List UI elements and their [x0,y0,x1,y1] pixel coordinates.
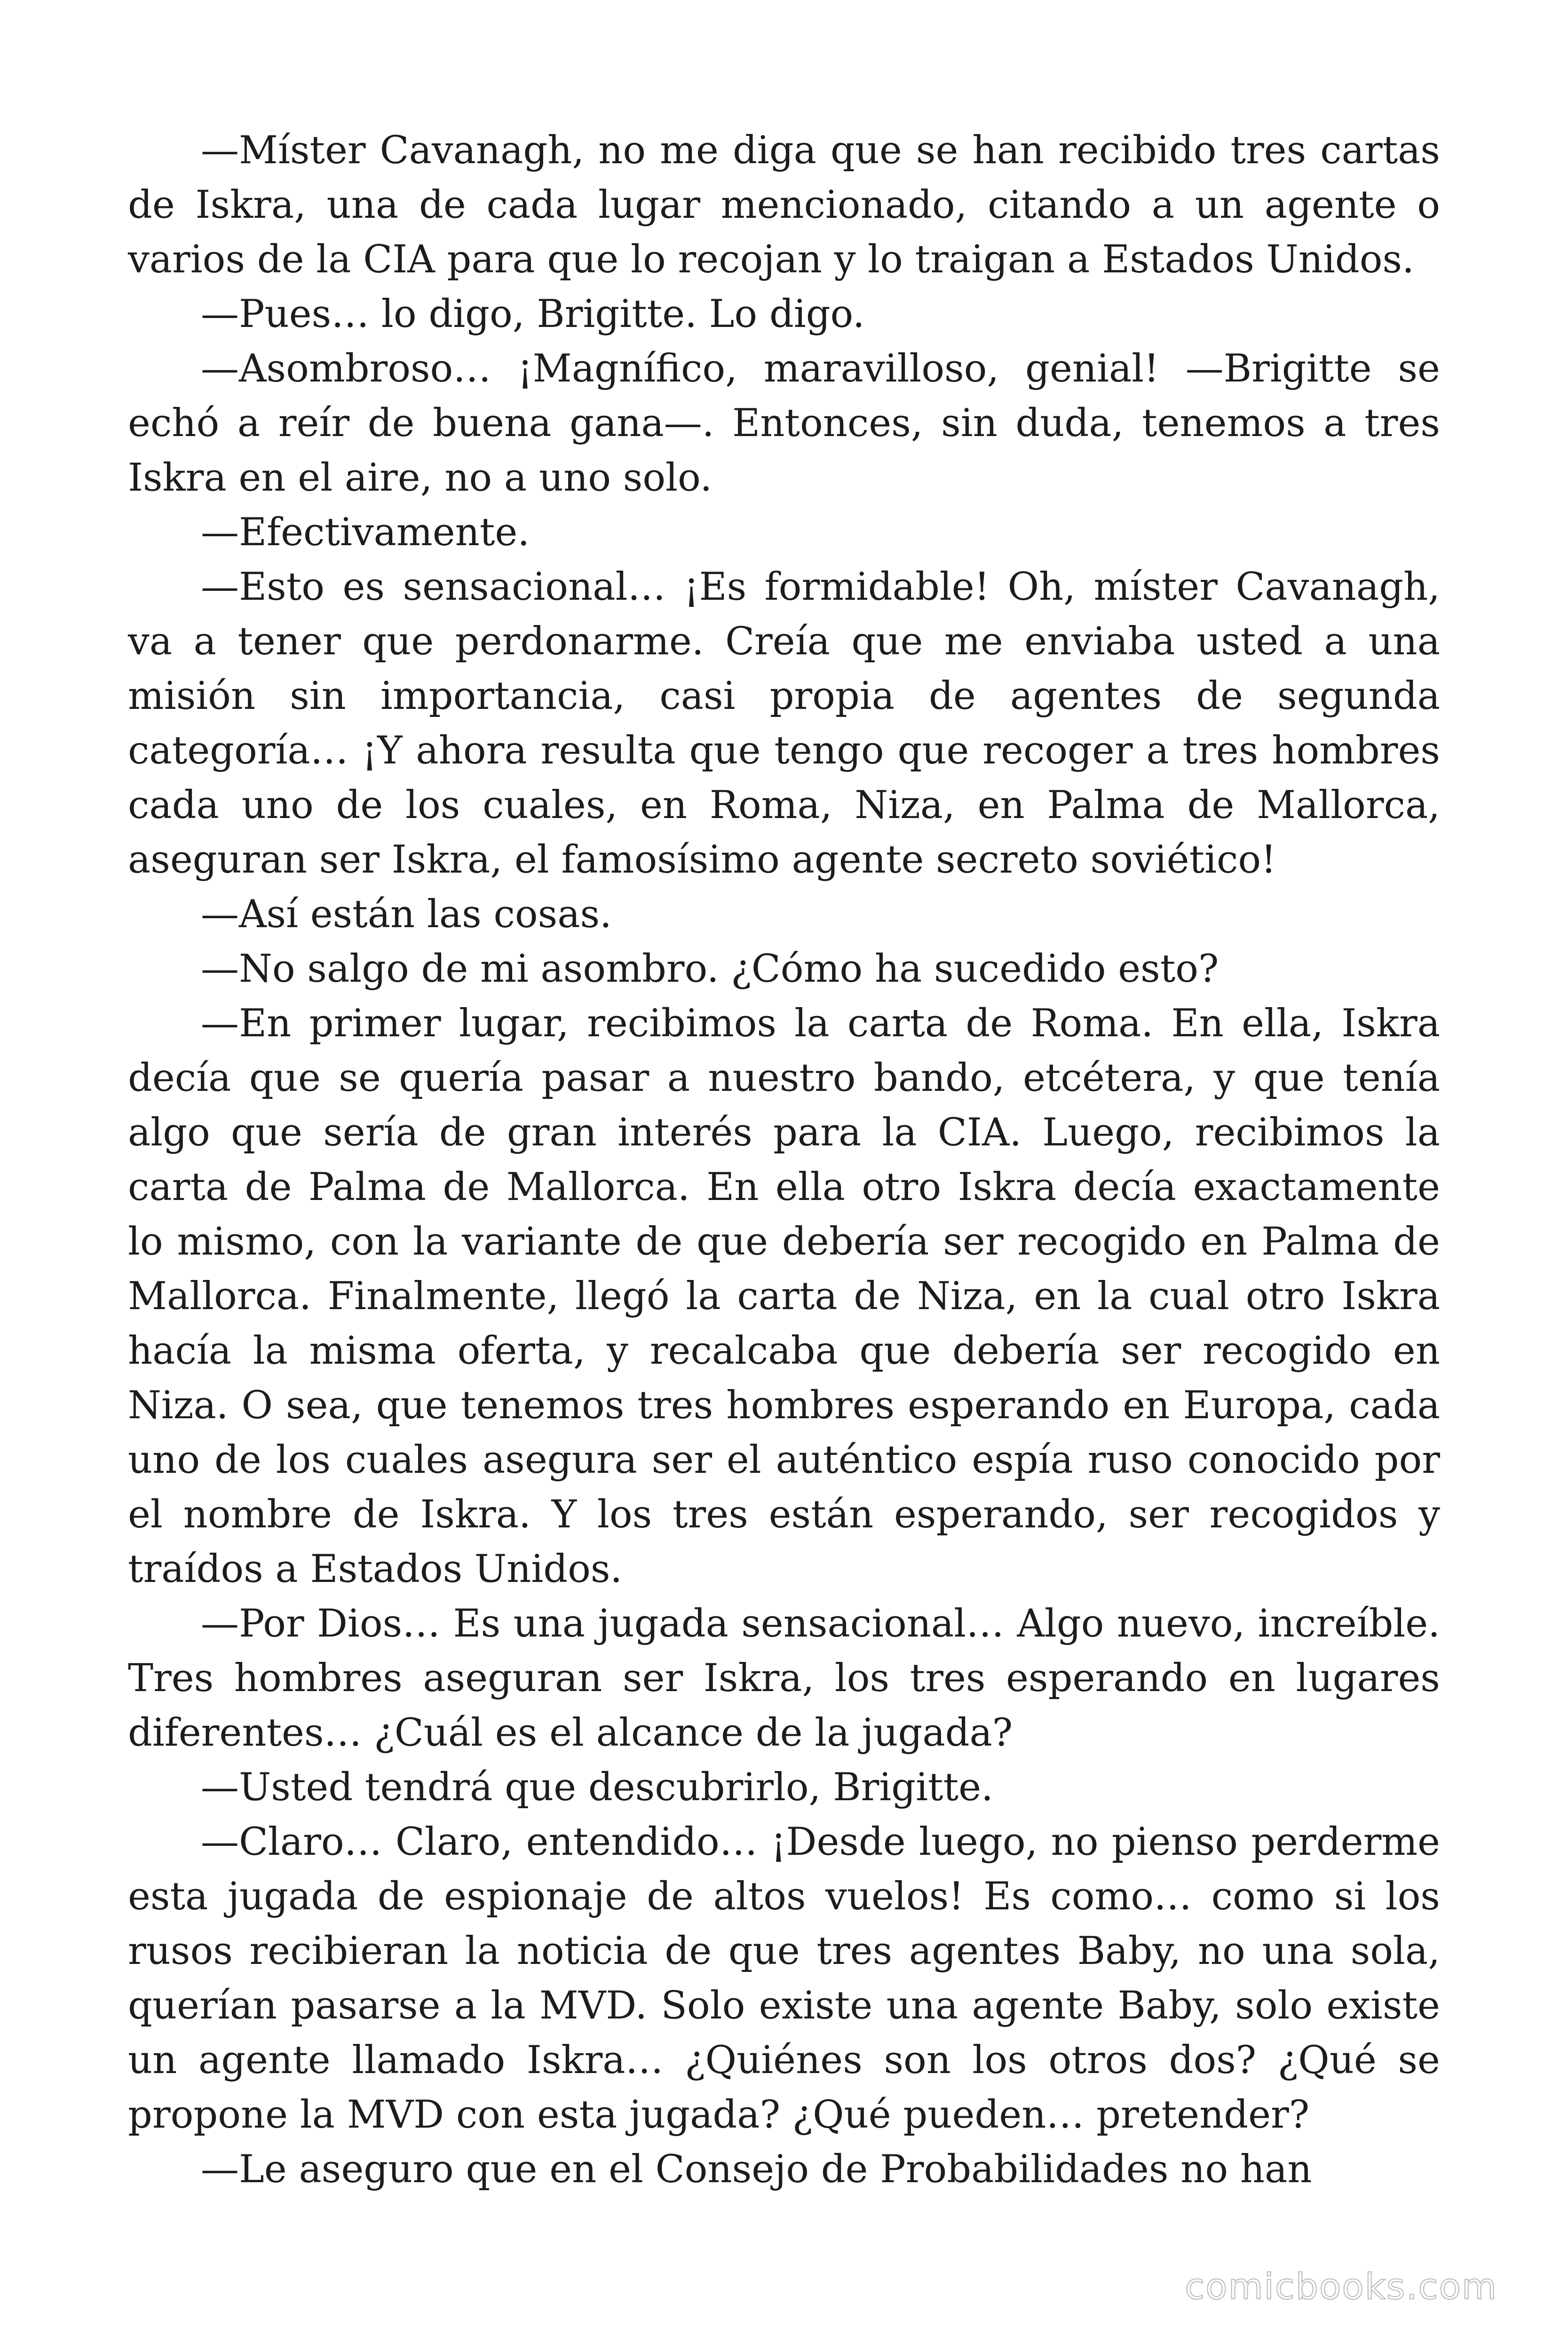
paragraph: —Así están las cosas. [201,892,612,937]
paragraph: —Esto es sensacional… ¡Es formidable! Oh, míster Cavanagh, va a tener que perdonarme. Creía que me enviaba usted a una misión sin importancia, casi propia de agentes de segunda categoría… ¡Y ahora resulta que tengo que recoger a tres hombres cada uno de los cuales, en Roma, Niza, en Palma de Mallorca, aseguran ser Iskra, el famosísimo agente secreto soviético! [128,565,1440,882]
watermark: comicbooks.com [1185,2265,1497,2307]
paragraph: —Míster Cavanagh, no me diga que se han recibido tres cartas de Iskra, una de cada lugar mencionado, citando a un agente o varios de la CIA para que lo recojan y lo traigan a Estados Unidos. [128,128,1440,282]
paragraph: —Claro… Claro, entendido… ¡Desde luego, no pienso perderme esta jugada de espionaje de altos vuelos! Es como… como si los rusos recibieran la noticia de que tres agentes Baby, no una sola, querían pasarse a la MVD. Solo existe una agente Baby, solo existe un agente llamado Iskra… ¿Quiénes son los otros dos? ¿Qué se propone la MVD con esta jugada? ¿Qué pueden… pretender? [128,1820,1440,2137]
paragraph: —En primer lugar, recibimos la carta de Roma. En ella, Iskra decía que se quería pasar a nuestro bando, etcétera, y que tenía algo que sería de gran interés para la CIA. Luego, recibimos la carta de Palma de Mallorca. En ella otro Iskra decía exactamente lo mismo, con la variante de que debería ser recogido en Palma de Mallorca. Finalmente, llegó la carta de Niza, en la cual otro Iskra hacía la misma oferta, y recalcaba que debería ser recogido en Niza. O sea, que tenemos tres hombres esperando en Europa, cada uno de los cuales asegura ser el auténtico espía ruso conocido por el nombre de Iskra. Y los tres están esperando, ser recogidos y traídos a Estados Unidos. [128,1001,1440,1591]
paragraph: —Asombroso… ¡Magnífico, maravilloso, genial! —Brigitte se echó a reír de buena gana—. Entonces, sin duda, tenemos a tres Iskra en el aire, no a uno solo. [128,347,1440,500]
paragraph: —Le aseguro que en el Consejo de Probabilidades no han [201,2147,1312,2192]
book-page-text [128,123,1440,2197]
paragraph: —Efectivamente. [201,510,530,555]
paragraph: —Usted tendrá que descubrirlo, Brigitte. [201,1765,993,1810]
paragraph: —Pues… lo digo, Brigitte. Lo digo. [201,292,865,336]
paragraph: —No salgo de mi asombro. ¿Cómo ha sucedido esto? [201,947,1219,991]
paragraph: —Por Dios… Es una jugada sensacional… Algo nuevo, increíble. Tres hombres aseguran ser Iskra, los tres esperando en lugares diferentes… ¿Cuál es el alcance de la jugada? [128,1602,1440,1755]
